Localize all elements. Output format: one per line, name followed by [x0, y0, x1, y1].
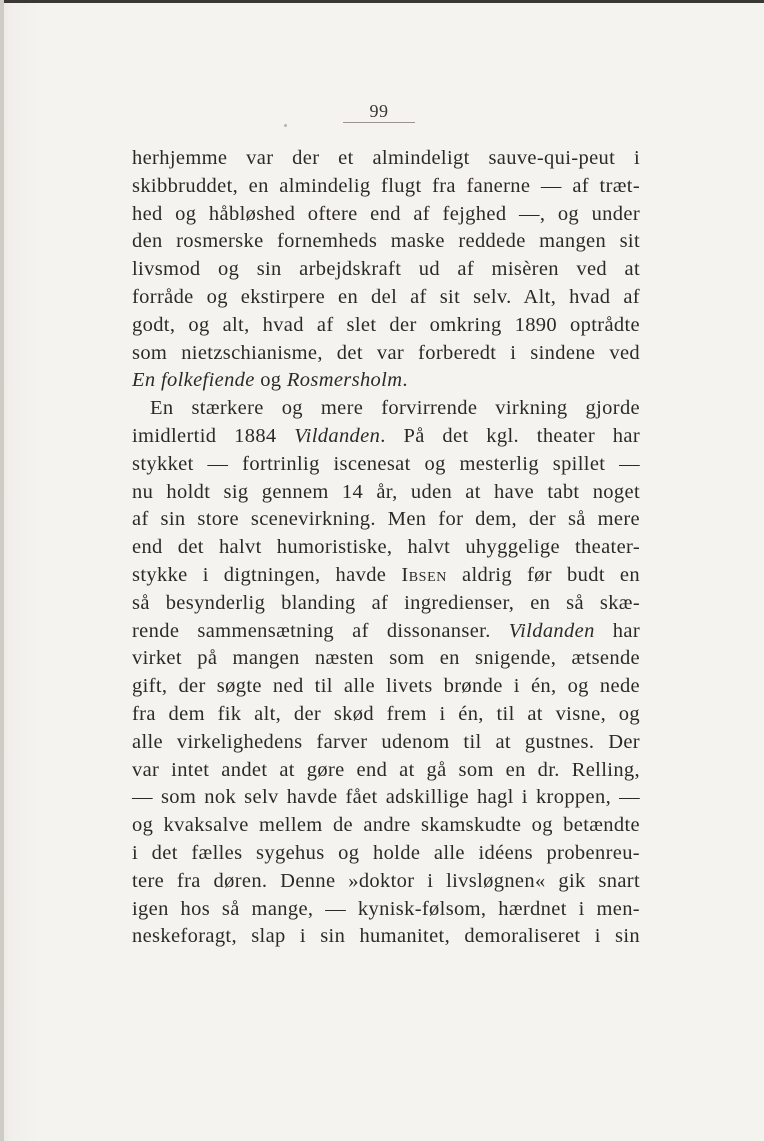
text-line [132, 618, 640, 646]
text-run: fra dem fik alt, der skød frem i én, til at visne, og [132, 702, 640, 725]
text-line [132, 673, 640, 701]
text-run: af sin store scenevirkning. Men for dem, der så mere [132, 508, 640, 531]
text-line [132, 201, 640, 229]
page-number-rule [343, 122, 415, 123]
text-line [132, 256, 640, 284]
text-run: livsmod og sin arbejdskraft ud af misèren ved at [132, 258, 640, 281]
text-line [132, 173, 640, 201]
text-line [132, 506, 640, 534]
text-run: som nietzschianisme, det var forberedt i sindene ved [132, 341, 640, 364]
text-run: og [254, 369, 287, 392]
italic-title: En folkefiende [132, 369, 255, 392]
text-run: En stærkere og mere forvirrende virkning gjorde [150, 397, 640, 420]
text-run: — som nok selv havde fået adskillige hagl i kroppen, — [132, 786, 640, 809]
print-speck [284, 124, 287, 127]
text-line [132, 784, 640, 812]
text-run: aldrig før budt en [446, 563, 640, 586]
text-run: imidlertid 1884 [132, 424, 295, 447]
text-line [132, 645, 640, 673]
body-text [132, 145, 640, 951]
paragraph [132, 145, 640, 395]
text-line [132, 757, 640, 785]
text-run: tere fra døren. Denne »doktor i livsløgnen« gik snart [132, 869, 640, 892]
small-caps-name: Ibsen [401, 563, 447, 586]
text-line [132, 340, 640, 368]
text-line [132, 479, 640, 507]
text-line [132, 701, 640, 729]
italic-title: Rosmersholm [286, 369, 403, 392]
text-run: den rosmerske fornemheds maske reddede mangen sit [132, 230, 640, 253]
text-run: herhjemme var der et almindeligt sauve-qui-peut i [132, 147, 640, 169]
text-line [132, 367, 640, 395]
text-run: . På det kgl. theater har [380, 424, 640, 447]
text-run: rende sammensætning af dissonanser. [132, 619, 509, 642]
page-gutter-edge [0, 0, 4, 1141]
text-run: nu holdt sig gennem 14 år, uden at have tabt noget [132, 480, 640, 503]
text-line [132, 312, 640, 340]
text-line [132, 729, 640, 757]
text-line [132, 228, 640, 256]
text-line [132, 896, 640, 924]
text-line [132, 534, 640, 562]
text-line [132, 923, 640, 951]
text-line [132, 562, 640, 590]
text-run: hed og håbløshed oftere end af fejghed —, og under [132, 202, 640, 225]
top-edge-rule [0, 0, 764, 3]
text-run: var intet andet at gøre end at gå som en dr. Relling, [132, 758, 640, 781]
text-run: igen hos så mange, — kynisk-følsom, hærdnet i men- [132, 897, 640, 920]
text-run: skibbruddet, en almindelig flugt fra fanerne — af træt- [132, 174, 640, 197]
text-run: end det halvt humoristiske, halvt uhyggelige theater- [132, 536, 640, 559]
text-run: godt, og alt, hvad af slet der omkring 1890 optrådte [132, 313, 640, 336]
text-run: . [402, 369, 408, 392]
text-run: og kvaksalve mellem de andre skamskudte og betændte [132, 814, 640, 837]
paragraph [132, 395, 640, 951]
text-line [132, 395, 640, 423]
text-run: virket på mangen næsten som en snigende, ætsende [132, 647, 640, 670]
text-line [132, 423, 640, 451]
text-run: så besynderlig blanding af ingredienser, en så skæ- [132, 591, 640, 614]
text-line [132, 284, 640, 312]
page-number: 99 [369, 101, 389, 121]
text-run: forråde og ekstirpere en del af sit selv. Alt, hvad af [132, 285, 640, 308]
text-line [132, 145, 640, 173]
text-line [132, 451, 640, 479]
italic-title: Vildanden [294, 424, 381, 447]
text-run: i det fælles sygehus og holde alle idéens probenreu- [132, 841, 640, 864]
text-run: alle virkelighedens farver udenom til at gustnes. Der [132, 730, 640, 753]
text-line [132, 590, 640, 618]
text-line [132, 868, 640, 896]
text-run: stykket — fortrinlig iscenesat og mesterlig spillet — [132, 452, 640, 475]
text-run: gift, der søgte ned til alle livets brønde i én, og nede [132, 675, 640, 698]
text-run: har [594, 619, 641, 642]
text-run: neskeforagt, slap i sin humanitet, demoraliseret i sin [132, 925, 640, 948]
text-run: stykke i digtningen, havde [132, 563, 402, 586]
text-line [132, 840, 640, 868]
italic-title: Vildanden [508, 619, 595, 642]
text-line [132, 812, 640, 840]
